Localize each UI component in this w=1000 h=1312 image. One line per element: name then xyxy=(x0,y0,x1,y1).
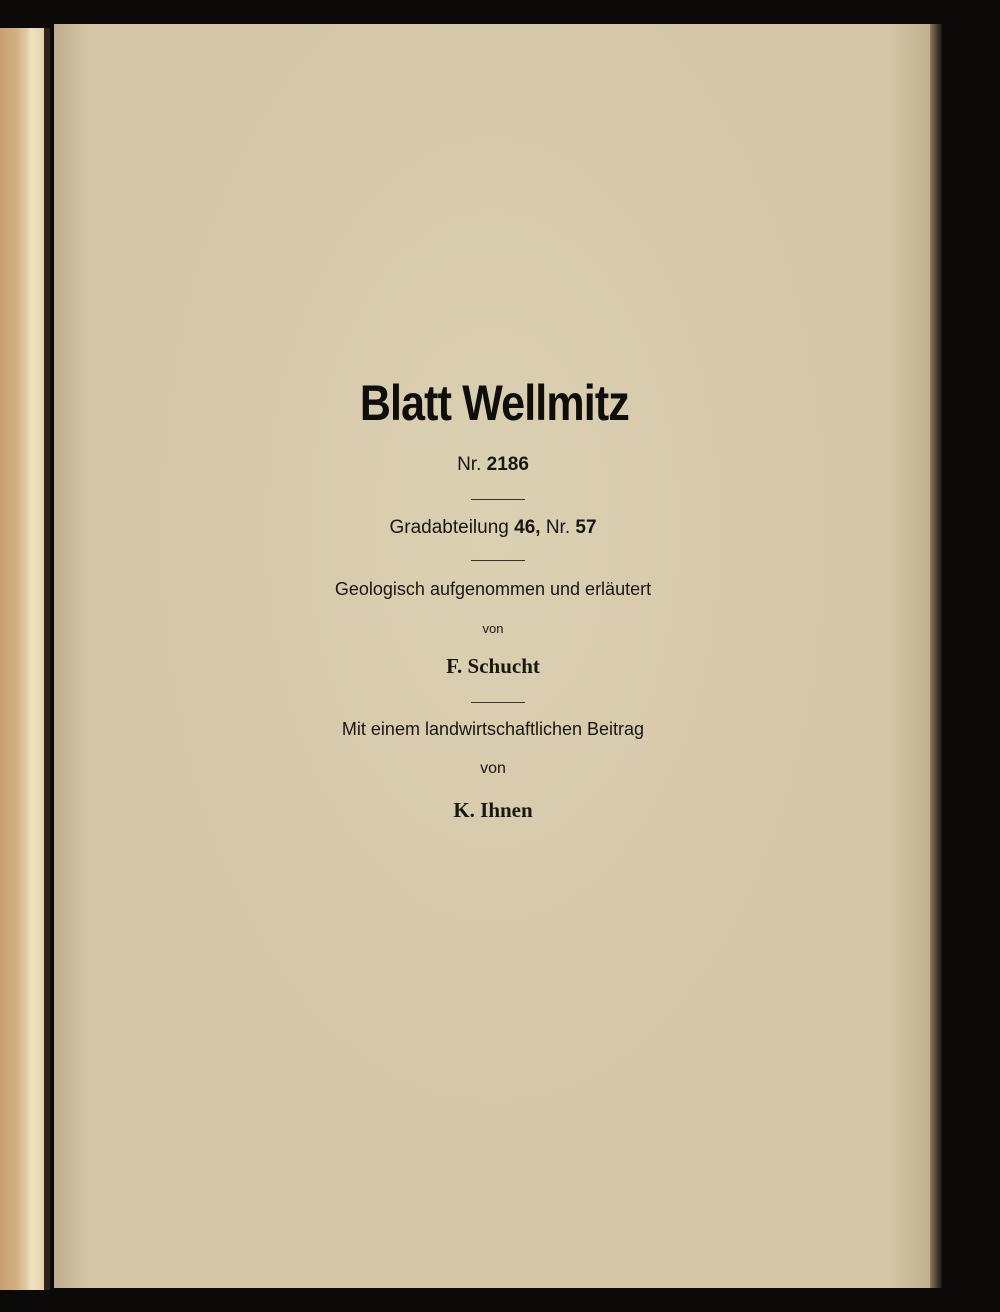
survey-line: Geologisch aufgenommen und erläutert xyxy=(334,579,652,599)
title-page-content xyxy=(54,24,932,1288)
by-line-2: von xyxy=(480,760,506,777)
degree-section-line xyxy=(54,517,932,539)
author-1: F. Schucht xyxy=(446,654,540,678)
binding-edge xyxy=(44,28,50,1290)
sheet-number-prefix: Nr. xyxy=(457,454,482,475)
sheet-number: 2186 xyxy=(486,454,529,475)
adjacent-page-edges xyxy=(0,28,50,1290)
author-2: K. Ihnen xyxy=(453,798,533,822)
by-line-1: von xyxy=(482,621,504,636)
contribution-line: Mit einem landwirtschaftlichen Beitrag xyxy=(341,719,645,739)
degree-section-sub-number: 57 xyxy=(575,517,597,538)
degree-section-sub-prefix: Nr. xyxy=(545,517,571,538)
divider-rule-1 xyxy=(471,499,525,500)
page-edge-shadow xyxy=(930,24,942,1288)
page-title: Blatt Wellmitz xyxy=(359,375,629,431)
degree-section-number: 46, xyxy=(514,517,541,538)
divider-rule-2 xyxy=(471,560,525,561)
degree-section-prefix: Gradabteilung xyxy=(389,517,509,538)
divider-rule-3 xyxy=(471,702,525,703)
sheet-number-line xyxy=(54,454,932,476)
title-page xyxy=(54,24,932,1288)
